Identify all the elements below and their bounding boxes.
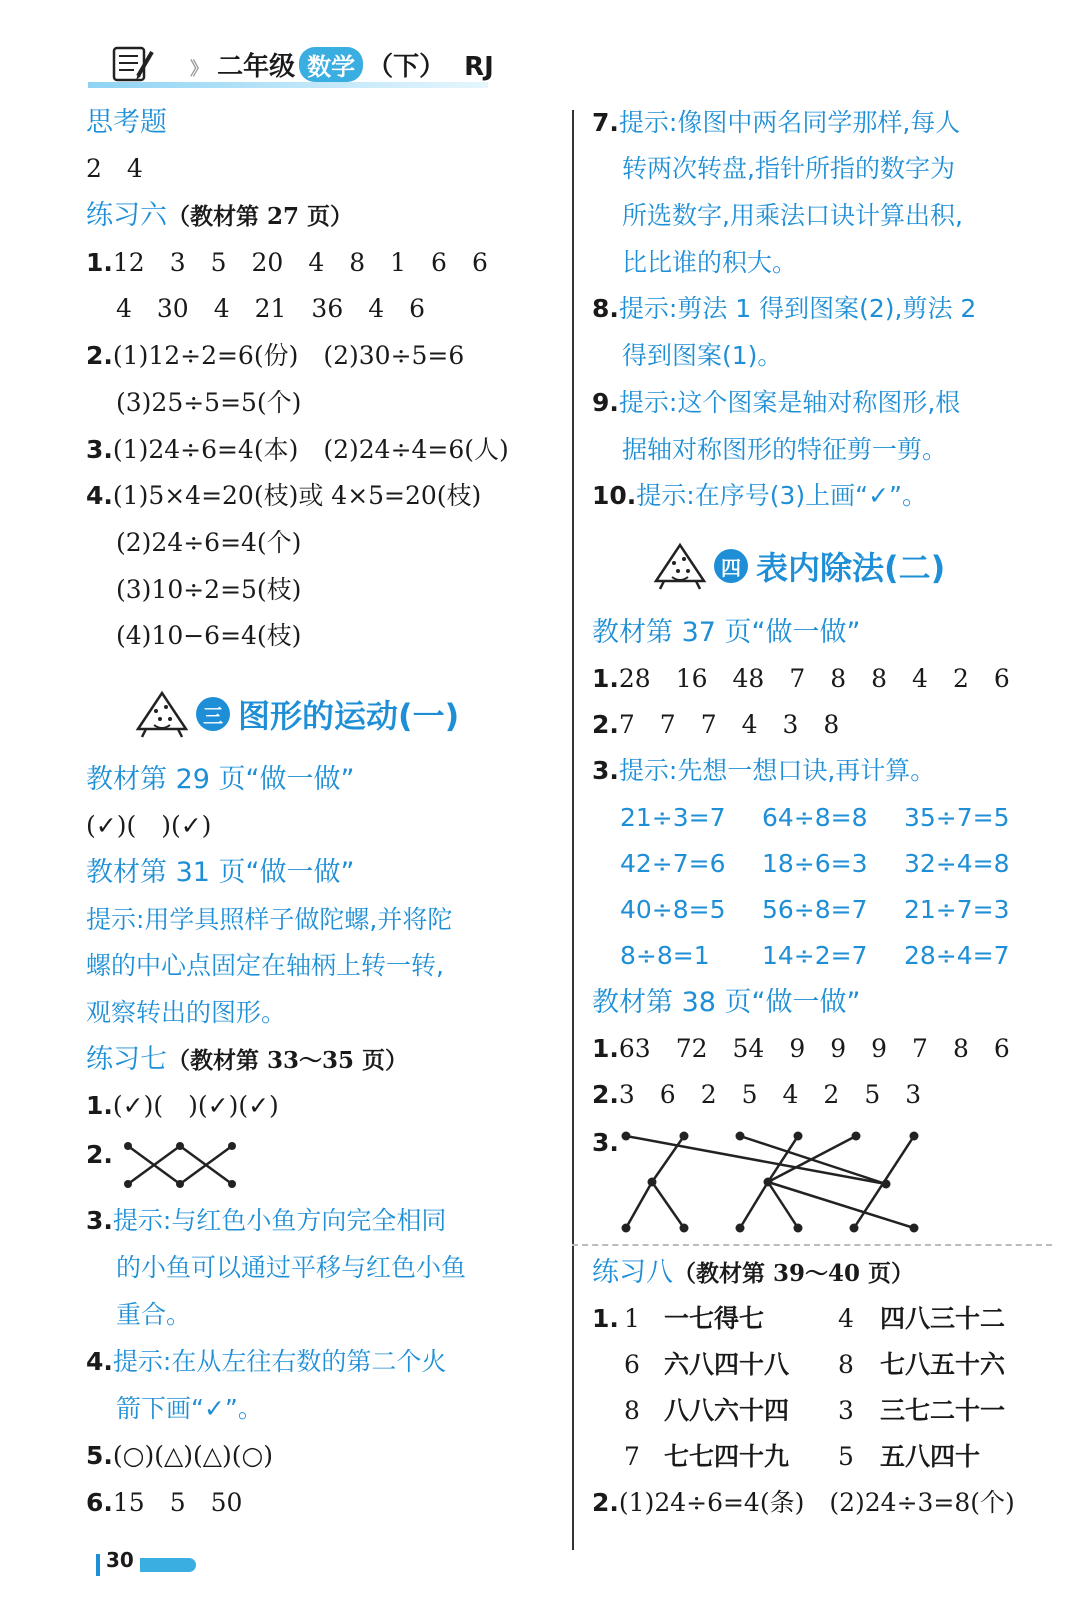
- column-divider: [572, 110, 574, 1550]
- ex6-item-4c: (3)10÷2=5(枝): [116, 575, 302, 604]
- ex8-r1c1: 六八四十八: [664, 1350, 790, 1379]
- div-r0c1: 64÷8=8: [762, 803, 868, 832]
- ex6-item-4b: (2)24÷6=4(个): [116, 528, 302, 557]
- edition-label: RJ: [464, 52, 494, 82]
- ex6-item-1-cont: 4 30 4 21 36 4 6: [116, 294, 426, 323]
- ex7-item-3c: 重合。: [116, 1300, 192, 1329]
- think-title: 思考题: [86, 107, 167, 138]
- r10-line: 10.提示:在序号(3)上画“✓”。: [592, 481, 927, 510]
- p38-item-3: 3.: [592, 1128, 619, 1157]
- ex7-item-6: 6.15 5 50: [86, 1488, 243, 1517]
- p37-item-1: 1.28 16 48 7 8 8 4 2 6: [592, 664, 1010, 693]
- watermelon-mascot-icon: [132, 689, 192, 739]
- ex8-item-1: 1.: [592, 1304, 619, 1333]
- ex8-r1c0: 6: [624, 1350, 640, 1379]
- ex7-item-4b: 箭下画“✓”。: [116, 1394, 263, 1423]
- div-r1c2: 32÷4=8: [904, 849, 1010, 878]
- ex8-heading: [592, 1250, 914, 1296]
- p38-item-1: 1.63 72 54 9 9 9 7 8 6: [592, 1034, 1010, 1063]
- ex7-item-3: 3.提示:与红色小鱼方向完全相同: [86, 1206, 447, 1235]
- ex8-r2c1: 八八六十四: [664, 1396, 790, 1425]
- ex7-title: 练习七: [86, 1044, 167, 1075]
- page-number: 30: [96, 1548, 216, 1578]
- p38-title: 教材第 38 页“做一做”: [592, 987, 861, 1018]
- div-r3c2: 28÷4=7: [904, 941, 1010, 970]
- p38-item-2: 2.3 6 2 5 4 2 5 3: [592, 1080, 922, 1109]
- cross-lines-diagram: [120, 1140, 240, 1190]
- div-r3c0: 8÷8=1: [620, 941, 710, 970]
- div-r2c0: 40÷8=5: [620, 895, 726, 924]
- ex7-item-4: 4.提示:在从左往右数的第二个火: [86, 1347, 447, 1376]
- ex8-r2c0: 8: [624, 1396, 640, 1425]
- div-r0c2: 35÷7=5: [904, 803, 1010, 832]
- unit4-title: 表内除法(二): [756, 549, 946, 587]
- p37-item-2: 2.7 7 7 4 3 8: [592, 710, 840, 739]
- ex7-pages: （教材第 33～35 页）: [167, 1047, 409, 1074]
- header-bar: [88, 82, 488, 88]
- watermelon-mascot-icon: [650, 541, 710, 591]
- p37-title: 教材第 37 页“做一做”: [592, 617, 861, 648]
- div-r1c1: 18÷6=3: [762, 849, 868, 878]
- ex6-item-3: 3.(1)24÷6=4(本) (2)24÷4=6(人): [86, 435, 509, 464]
- ex8-r2c2: 3: [838, 1396, 854, 1425]
- ex8-r3c2: 5: [838, 1442, 854, 1471]
- ex6-item-4d: (4)10−6=4(枝): [116, 621, 302, 650]
- unit4-badge: 四: [714, 549, 748, 583]
- unit3-banner: [132, 688, 459, 740]
- p31-line-1: 提示:用学具照样子做陀螺,并将陀: [86, 905, 453, 934]
- r7-line-1: 7.提示:像图中两名同学那样,每人: [592, 108, 961, 137]
- ex6-title: 练习六: [86, 200, 167, 231]
- ex8-r0c0: 1: [624, 1304, 640, 1333]
- ex8-r1c3: 七八五十六: [880, 1350, 1006, 1379]
- ex8-r0c2: 4: [838, 1304, 854, 1333]
- r9-line-2: 据轴对称图形的特征剪一剪。: [622, 435, 948, 464]
- div-r0c0: 21÷3=7: [620, 803, 726, 832]
- volume-label: （下）: [367, 52, 446, 82]
- p37-item-3: 3.提示:先想一想口诀,再计算。: [592, 756, 936, 785]
- r7-line-2: 转两次转盘,指针所指的数字为: [622, 154, 955, 183]
- ex7-heading: [86, 1037, 408, 1083]
- div-r3c1: 14÷2=7: [762, 941, 868, 970]
- ex8-r2c3: 三七二十一: [880, 1396, 1006, 1425]
- ex8-r3c0: 7: [624, 1442, 640, 1471]
- ex8-r3c1: 七七四十九: [664, 1442, 790, 1471]
- ex8-r3c3: 五八四十: [880, 1442, 981, 1471]
- unit3-title: 图形的运动(一): [238, 697, 460, 735]
- ex8-r0c3: 四八三十二: [880, 1304, 1006, 1333]
- p31-title: 教材第 31 页“做一做”: [86, 857, 355, 888]
- grade-label: 二年级: [217, 52, 296, 82]
- p29-title: 教材第 29 页“做一做”: [86, 764, 355, 795]
- p29-answer: (✓)( )(✓): [86, 811, 212, 840]
- ex6-item-4: 4.(1)5×4=20(枝)或 4×5=20(枝): [86, 481, 482, 510]
- unit4-banner: [650, 540, 945, 592]
- ex8-r0c1: 一七得七: [664, 1304, 765, 1333]
- ex8-r1c2: 8: [838, 1350, 854, 1379]
- ex7-item-2: 2.: [86, 1140, 113, 1169]
- r8-line-2: 得到图案(1)。: [622, 341, 783, 370]
- div-r1c0: 42÷7=6: [620, 849, 726, 878]
- ex6-item-2-cont: (3)25÷5=5(个): [116, 388, 302, 417]
- page-header: [88, 42, 494, 92]
- r7-line-3: 所选数字,用乘法口诀计算出积,: [622, 201, 963, 230]
- section-separator: [572, 1244, 1052, 1246]
- div-r2c1: 56÷8=7: [762, 895, 868, 924]
- page-number-tab: [140, 1558, 196, 1572]
- div-r2c2: 21÷7=3: [904, 895, 1010, 924]
- book-pencil-icon: [108, 42, 156, 84]
- p31-line-3: 观察转出的图形。: [86, 998, 287, 1027]
- ex7-item-5: 5.(○)(△)(△)(○): [86, 1441, 274, 1470]
- ex8-title: 练习八: [592, 1257, 673, 1288]
- ex7-item-3b: 的小鱼可以通过平移与红色小鱼: [116, 1253, 467, 1282]
- r7-line-4: 比比谁的积大。: [622, 248, 798, 277]
- header-title: 》 二年级 数学 （下） RJ: [190, 46, 494, 83]
- r9-line-1: 9.提示:这个图案是轴对称图形,根: [592, 388, 961, 417]
- ex8-pages: （教材第 39～40 页）: [673, 1260, 915, 1287]
- ex8-item-2: 2.(1)24÷6=4(条) (2)24÷3=8(个): [592, 1488, 1015, 1517]
- page-number-bar: [96, 1554, 100, 1576]
- p31-line-2: 螺的中心点固定在轴柄上转一转,: [86, 951, 444, 980]
- r8-line-1: 8.提示:剪法 1 得到图案(2),剪法 2: [592, 294, 977, 323]
- ex6-pages: （教材第 27 页）: [167, 203, 354, 230]
- subject-label: 数学: [299, 47, 363, 82]
- think-answer: 2 4: [86, 154, 143, 183]
- ex7-item-1: 1.(✓)( )(✓)(✓): [86, 1091, 279, 1120]
- matching-lines-diagram: [616, 1128, 926, 1236]
- unit3-badge: 三: [196, 697, 230, 731]
- ex6-heading: [86, 193, 353, 239]
- ex6-item-1: 1.12 3 5 20 4 8 1 6 6: [86, 248, 488, 277]
- ex6-item-2: 2.(1)12÷2=6(份) (2)30÷5=6: [86, 341, 465, 370]
